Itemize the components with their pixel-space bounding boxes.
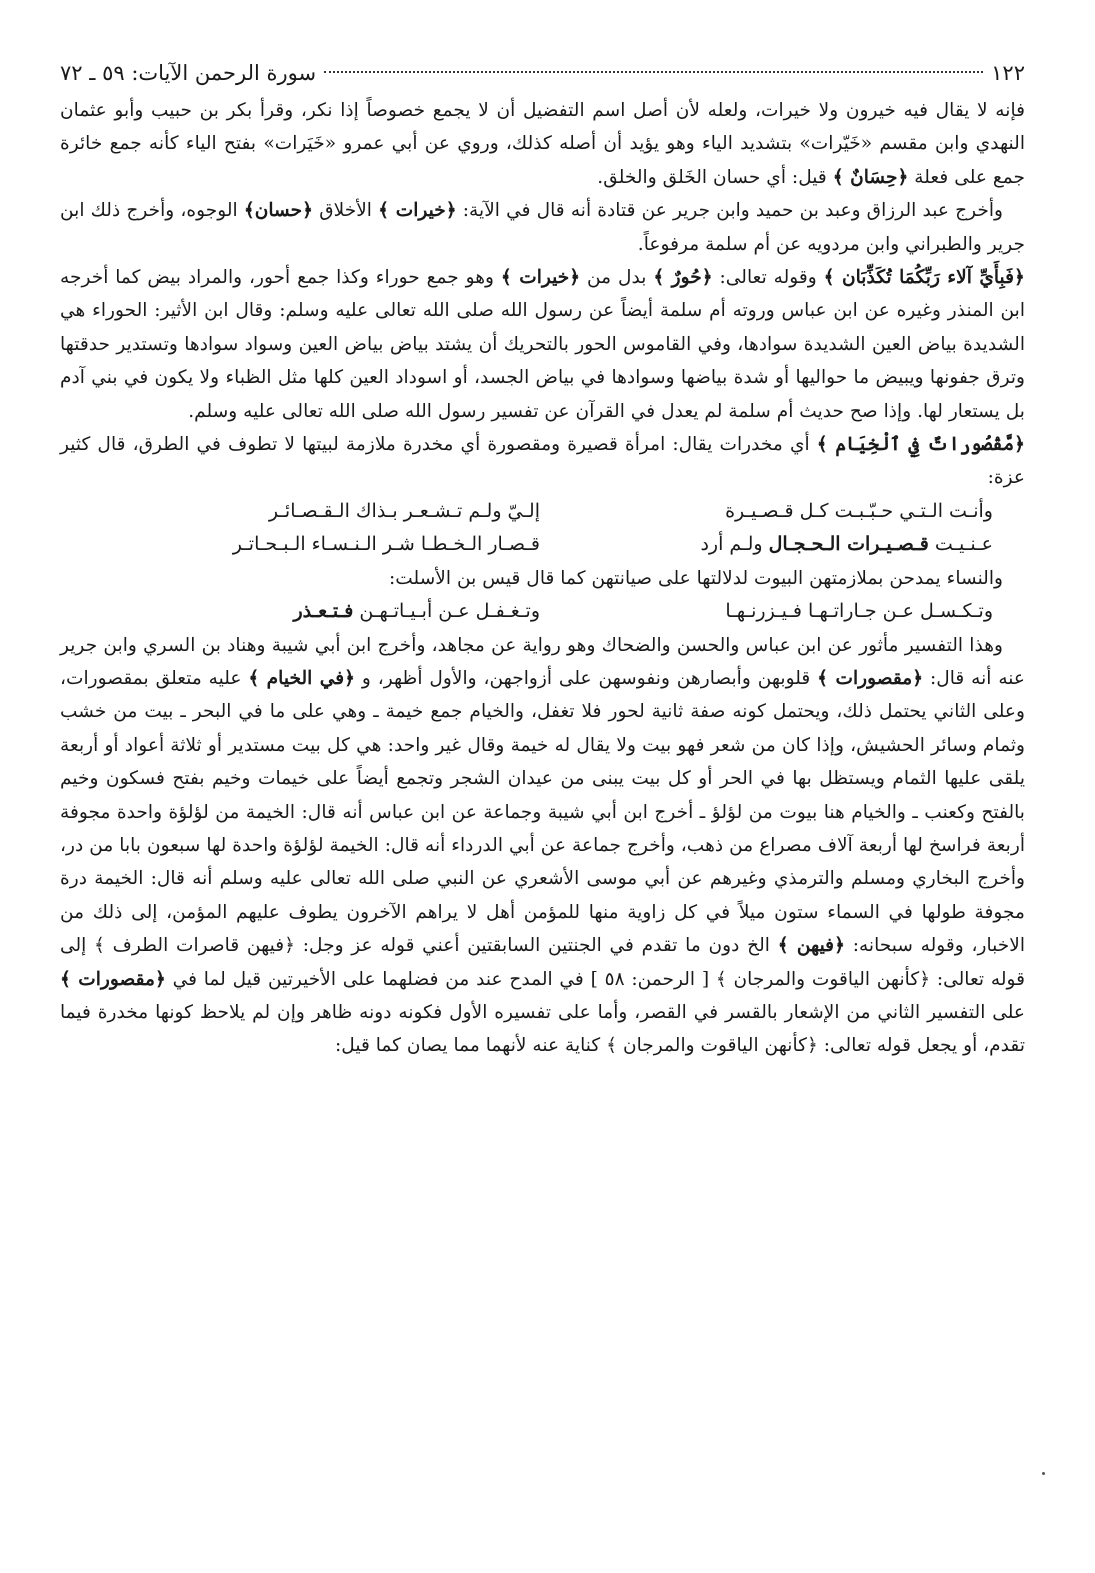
poem-bold-phrase: قـصـيـرات الـحـجـال [768,533,929,556]
page-number: ١٢٢ [991,61,1025,85]
paragraph-text: وهو جمع حوراء وكذا جمع أحور، والمراد بيض كما أخرجه ابن المنذر وغيره عن ابن عباس وروته أم سلمة أيضاً عن رسول الله صلى الله تعالى عليه وسلم: وقال ابن الأثير: الحوراء هي الشديدة بياض العين الشديدة سوادها، وفي القاموس الحور بالتحريك أن يشتد بياض بياض العين وسواد سوادها وتستدير حدقتها وترق جفونها ويبيض ما حواليها أو شدة بياضها وسوادها في بياض الجسد، أو اسوداد العين كلها مثل الظباء ولا يكون في بني آدم بل يستعار لها. وإذا صح حديث أم سلمة لم يعدل في القرآن عن تفسير رسول الله صلى الله تعالى عليه وسلم. [60,267,1025,422]
paragraph-text: أي مخدرات يقال: امرأة قصيرة ومقصورة أي مخدرة ملازمة لبيتها لا تطوف في الطرق، قال كثير عزة: [60,434,1025,489]
poem-1-line-2 [60,528,1025,561]
quran-quote: ﴿خيرات ﴾ [378,200,457,222]
quran-quote: ﴿خيرات ﴾ [500,267,581,289]
poem-hemistich: وتـكـسـل عـن جـاراتـهـا فـيـزرنـهـا [725,600,993,623]
page-body [60,94,1025,1063]
paragraph-text: الخ دون ما تقدم في الجنتين السابقتين أعني قوله عز وجل: ﴿فيهن قاصرات الطرف ﴾ إلى قوله تعالى: ﴿كأنهن الياقوت والمرجان ﴾ [ الرحمن: ٥٨ ] في المدح عند من فضلهما على الأخيرتين قيل لما في [60,935,1025,990]
paragraph-text: قلوبهن وأبصارهن ونفوسهن على أزواجهن، والأول أظهر، و [361,667,811,689]
paragraph-1 [60,94,1025,194]
paragraph-text: وأخرج عبد الرزاق وعبد بن حميد وابن جرير عن قتادة أنه قال في الآية: [462,200,1003,222]
poem-bold-phrase: فـتـعـذر [293,600,354,623]
quran-verse: ﴿فَبِأَيِّ آلاء رَبِّكُمَا تُكَذِّبَان ﴾ [823,267,1025,289]
paragraph-text: بدل من [587,267,647,289]
poem-2-line-1 [60,595,1025,628]
poem-hemistich: وأنـت الـتـي حـبّـبـت كـل قـصـيـرة [725,499,993,522]
paragraph-text: وقوله تعالى: [719,267,817,289]
quran-quote: ﴿حُورٌ ﴾ [653,267,713,289]
paragraph-text: فإنه لا يقال فيه خيرون ولا خيرات، ولعله لأن أصل اسم التفضيل أن لا يجمع خصوصاً إذا نكر، وقرأ بكر بن حبيب وأبو عثمان النهدي وابن مقسم «خَيّرات» بتشديد الياء وهو يؤيد أن أصله كذلك، وروي عن أبي عمرو «خَيَرات» بفتح الياء كأنه جمع خائرة جمع على فعلة [60,100,1025,188]
page-header [60,58,1025,88]
paragraph-2 [60,194,1025,261]
scan-speck [1042,1472,1045,1475]
quran-verse: ﴿مَّقْصُوراتٌ فِي ٱلْخِيَام ﴾ [816,434,1025,456]
paragraph-5 [60,562,1025,595]
paragraph-3 [60,261,1025,428]
poem-hemistich: قـصـار الـخـطـا شـر الـنـسـاء الـبـحـاتـر [232,533,540,556]
paragraph-text: على التفسير الثاني من الإشعار بالقسر في القصر، وأما على تفسيره الأول فكونه دونه ظاهر وإن لم يلاحظ كونها مخدرة فيما تقدم، أو يجعل قوله تعالى: ﴿كأنهن الياقوت والمرجان ﴾ كناية عنه لأنهما مما يصان كما قيل: [60,1001,1025,1057]
quran-quote: ﴿حِسَانٌ ﴾ [832,166,909,188]
paragraph-text: والنساء يمدحن بملازمتهن البيوت لدلالتها على صيانتهن كما قال قيس بن الأسلت: [389,567,1003,589]
paragraph-text: الوجوه، وأخرج ذلك ابن جرير والطبراني وابن مردويه عن أم سلمة مرفوعاً. [60,200,1025,255]
poem-hemistich: إلـيّ ولـم تـشـعـر بـذاك الـقـصـائـر [268,499,540,522]
paragraph-text: قيل: أي حسان الخَلق والخلق. [597,166,827,188]
header-dotted-leader [324,71,983,73]
poem-hemistich [180,595,540,628]
paragraph-4 [60,428,1025,495]
quran-quote: ﴿مقصورات ﴾ [817,667,924,689]
quran-quote: ﴿في الخيام ﴾ [248,667,355,689]
paragraph-text: وهذا التفسير مأثور عن ابن عباس والحسن والضحاك وهو رواية عن مجاهد، وأخرج ابن أبي شيبة وهناد بن السري وابن جرير عنه أنه قال: [60,634,1026,689]
poem-word: وتـغـفـل عـن أبـيـاتـهـن [359,600,540,623]
paragraph-text: عليه متعلق بمقصورات، وعلى الثاني يحتمل ذلك، ويحتمل كونه صفة ثانية لحور فلا تغفل، والخيام جمع خيمة ـ وهي على ما في البحر ـ بيت من خشب وثمام وسائر الحشيش، وإذا كان من شعر فهو بيت ولا يقال له خيمة وقال غير واحد: هي كل بيت مستدير أو ثلاثة أعواد أو أربعة يلقى عليها الثمام ويستظل بها في الحر أو كل بيت يبنى من عيدان الشجر وتجمع أيضاً على خيمات وخيم بفتح فسكون وخيم بالفتح وكعنب ـ والخيام هنا بيوت من لؤلؤ ـ أخرج ابن أبي شيبة وجماعة عن ابن عباس أنه قال: الخيمة من لؤلؤة واحدة مجوفة أربعة فراسخ لها أربعة آلاف مصراع من ذهب، وأخرج جماعة عن أبي الدرداء أنه قال: الخيمة لؤلؤة واحدة لها سبعون بابا من در، وأخرج البخاري ومسلم والترمذي وغيرهم عن أبي موسى الأشعري عن النبي صلى الله تعالى عليه وسلم أنه قال: الخيمة درة مجوفة طولها في السماء ستون ميلاً في كل زاوية منها للمؤمن أهل لا يراهم الآخرون يطوف عليهم المؤمن، إلى ذلك من الاخبار، وقوله سبحانه: [60,667,1026,957]
paragraph-6 [60,629,1025,1063]
quran-quote: ﴿مقصورات ﴾ [60,968,166,990]
running-title: سورة الرحمن الآيات: ٥٩ ـ ٧٢ [60,61,317,85]
poem-hemistich [613,528,993,561]
poem-word: ولـم أرد [700,533,763,556]
poem-1-line-1 [60,495,1025,528]
quran-quote: ﴿حسان﴾ [243,200,314,222]
paragraph-text: الأخلاق [319,200,372,222]
poem-word: عـنـيـت [934,533,993,556]
quran-quote: ﴿فيهن ﴾ [777,935,845,957]
